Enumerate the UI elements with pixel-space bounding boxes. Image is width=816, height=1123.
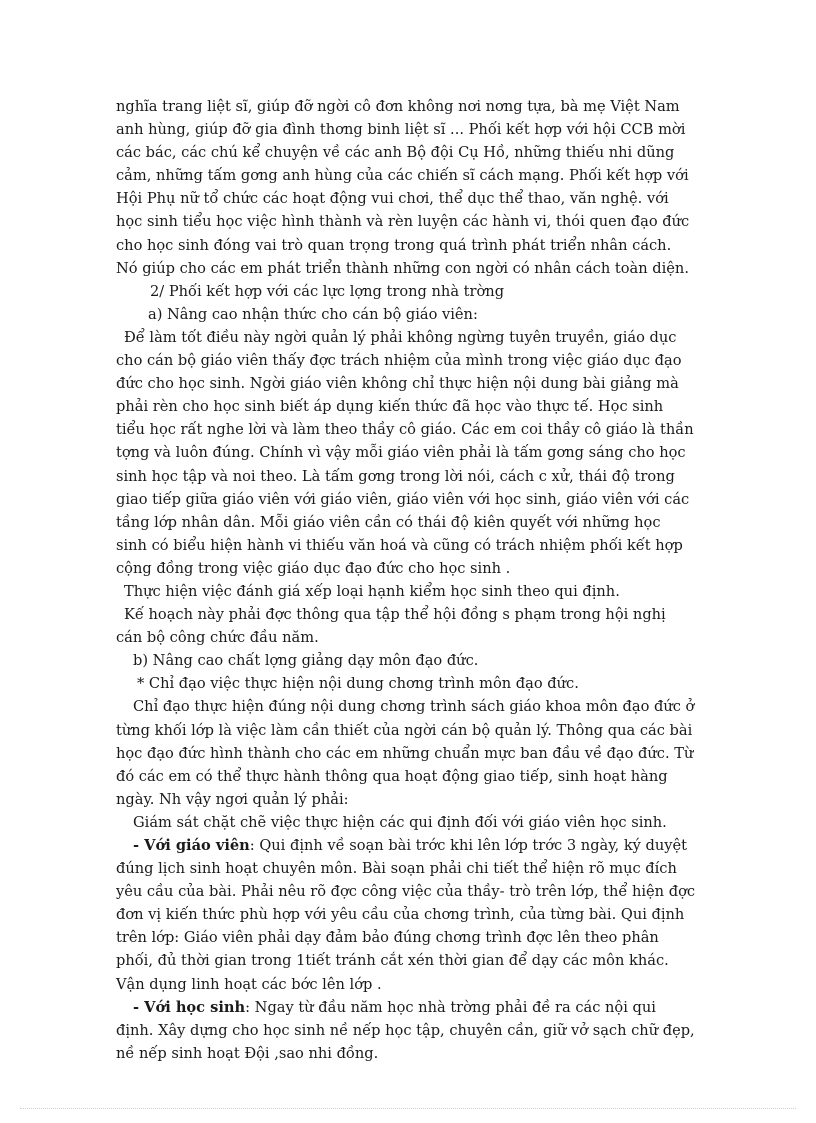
document-body bbox=[116, 95, 696, 1065]
label-for-students: - Với học sinh bbox=[133, 998, 246, 1016]
page-bottom-divider bbox=[20, 1108, 796, 1109]
text-for-students: : Ngay từ đầu năm học nhà trờng phải đề ra các nội qui định. Xây dựng cho học sinh nề nếp học tập, chuyên cần, giữ vở sạch chữ đẹp, nề nếp sinh hoạt Đội ,sao nhi đồng. bbox=[116, 998, 695, 1062]
section-heading-2: 2/ Phối kết hợp với các lực lợng trong nhà trờng bbox=[150, 282, 505, 300]
paragraph-supervision: Giám sát chặt chẽ việc thực hiện các qui định đối với giáo viên học sinh. bbox=[133, 813, 667, 831]
subsection-heading-a: a) Nâng cao nhận thức cho cán bộ giáo viên: bbox=[148, 305, 478, 323]
paragraph-for-students bbox=[116, 996, 696, 1065]
subsection-heading-b: b) Nâng cao chất lợng giảng dạy môn đạo đức. bbox=[133, 652, 479, 670]
paragraph-conduct-evaluation: Thực hiện việc đánh giá xếp loại hạnh kiểm học sinh theo qui định. bbox=[124, 582, 620, 600]
paragraph-for-teachers bbox=[116, 834, 696, 996]
paragraph-teacher-awareness: Để làm tốt điều này ngời quản lý phải không ngừng tuyên truyền, giáo dục cho cán bộ giáo viên thấy đợc trách nhiệm của mình trong việc giáo dục đạo đức cho học sinh. Ngời giáo viên không chỉ thực hiện nội dung bài giảng mà phải rèn cho học sinh biết áp dụng kiến thức đã học vào thực tế. Học sinh tiểu học rất nghe lời và làm theo thầy cô giáo. Các em coi thầy cô giáo là thần tợng và luôn đúng. Chính vì vậy mỗi giáo viên phải là tấm gơng sáng cho học sinh học tập và noi theo. Là tấm gơng trong lời nói, cách c xử, thái độ trong giao tiếp giữa giáo viên với giáo viên, giáo viên với học sinh, giáo viên với các tầng lớp nhân dân. Mỗi giáo viên cần có thái độ kiên quyết với những học sinh có biểu hiện hành vi thiếu văn hoá và cũng có trách nhiệm phối kết hợp cộng đồng trong việc giáo dục đạo đức cho học sinh . bbox=[116, 328, 694, 577]
paragraph-volunteer-activities: nghĩa trang liệt sĩ, giúp đỡ ngời cô đơn không nơi nơng tựa, bà mẹ Việt Nam anh hùng, giúp đỡ gia đình thơng binh liệt sĩ ... Phối kết hợp với hội CCB mời các bác, các chú kể chuyện về các anh Bộ đội Cụ Hồ, những thiếu nhi dũng cảm, những tấm gơng anh hùng của các chiến sĩ cách mạng. Phối kết hợp với Hội Phụ nữ tổ chức các hoạt động vui chơi, thể dục thể thao, văn nghệ. với học sinh tiểu học việc hình thành và rèn luyện các hành vi, thói quen đạo đức cho học sinh đóng vai trò quan trọng trong quá trình phát triển nhân cách. Nó giúp cho các em phát triển thành những con ngời có nhân cách toàn diện. bbox=[116, 98, 690, 277]
text-for-teachers: : Qui định về soạn bài trớc khi lên lớp trớc 3 ngày, ký duyệt đúng lịch sinh hoạt chuyên môn. Bài soạn phải chi tiết thể hiện rõ mục đích yêu cầu của bài. Phải nêu rõ đợc công việc của thầy- trò trên lớp, thể hiện đợc đơn vị kiến thức phù hợp với yêu cầu của chơng trình, của từng bài. Qui định trên lớp: Giáo viên phải dạy đảm bảo đúng chơng trình đợc lên theo phân phối, đủ thời gian trong 1tiết tránh cắt xén thời gian để dạy các môn khác. Vận dụng linh hoạt các bớc lên lớp . bbox=[116, 837, 696, 993]
label-for-teachers: - Với giáo viên bbox=[133, 837, 250, 854]
paragraph-curriculum-implementation: Chỉ đạo thực hiện đúng nội dung chơng trình sách giáo khoa môn đạo đức ở từng khối lớp là việc làm cần thiết của ngời cán bộ quản lý. Thông qua các bài học đạo đức hình thành cho các em những chuẩn mực ban đầu về đạo đức. Từ đó các em có thể thực hành thông qua hoạt động giao tiếp, sinh hoạt hàng ngày. Nh vậy ngơi quản lý phải: bbox=[116, 698, 695, 808]
paragraph-plan-approval: Kế hoạch này phải đợc thông qua tập thể hội đồng s phạm trong hội nghị cán bộ công chức đầu năm. bbox=[116, 606, 666, 647]
bullet-curriculum-direction: * Chỉ đạo việc thực hiện nội dung chơng trình môn đạo đức. bbox=[137, 675, 579, 693]
